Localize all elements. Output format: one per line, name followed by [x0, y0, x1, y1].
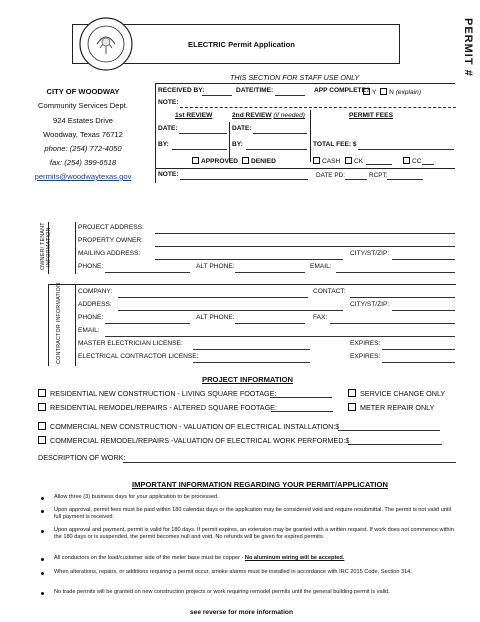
contractor-city-label: CITY/ST/ZIP: [350, 301, 390, 308]
staff-section-title: THIS SECTION FOR STAFF USE ONLY [230, 73, 360, 82]
contractor-side-label: CONTRACTOR INFORMATION [56, 282, 62, 364]
denied-checkbox[interactable] [242, 157, 249, 164]
city-dept: Community Services Dept. [38, 101, 128, 110]
res-new-field[interactable] [270, 397, 332, 398]
project-address-field[interactable] [155, 233, 455, 234]
bullet-4-emphasis: No aluminum wiring will be accepted. [244, 555, 345, 561]
owner-phone-field[interactable] [105, 272, 190, 273]
important-bullet-4 [54, 555, 454, 562]
company-label: COMPANY: [78, 288, 113, 295]
contractor-address-field[interactable] [118, 310, 343, 311]
important-bullet-5: When alterations, repairs, or additions requiring a permit occur, smoke alarms must be installed in accordance with IRC 2015 Code, Section 314. [54, 569, 412, 575]
contractor-fax-field[interactable] [330, 323, 455, 324]
app-complete-label: APP COMPLETE? [314, 87, 370, 94]
total-fee-label: TOTAL FEE: $ [313, 141, 357, 148]
form-title: ELECTRIC Permit Application [188, 40, 295, 49]
owner-alt-phone-field[interactable] [235, 272, 305, 273]
date-time-label: DATE/TIME: [236, 87, 274, 94]
city-fax: fax: (254) 399-6518 [49, 158, 117, 167]
seal-icon [78, 16, 134, 72]
city-phone: phone: (254) 772-4050 [44, 144, 122, 153]
staff-note-label: NOTE: [158, 99, 179, 106]
description-field[interactable] [123, 462, 456, 463]
contractor-phone-field[interactable] [105, 323, 190, 324]
important-bullet-6: No trade permits will be granted on new construction projects or work requiring remodel permits until the general building permit is valid. [54, 589, 390, 595]
owner-email-field[interactable] [336, 272, 455, 273]
payment-ck-option: CK [345, 157, 363, 166]
res-remodel-checkbox[interactable] [38, 403, 46, 411]
res-new-checkbox[interactable] [38, 389, 46, 397]
staff-note2-label: NOTE: [158, 171, 179, 178]
service-change-checkbox[interactable] [348, 389, 356, 397]
owner-city-field[interactable] [392, 259, 455, 260]
bullet-4-text: All conductors on the load/customer side of the meter base must be copper - [54, 555, 245, 561]
city-seal [78, 16, 134, 72]
expires1-field[interactable] [382, 349, 455, 350]
city-state: Woodway, Texas 76712 [43, 130, 123, 139]
electrical-license-field[interactable] [193, 362, 310, 363]
date-paid-label: DATE PD: [316, 172, 345, 179]
project-address-label: PROJECT ADDRESS: [78, 224, 144, 231]
review1-date-label: DATE: [158, 125, 178, 132]
cc-checkbox[interactable] [403, 157, 410, 164]
app-complete-y-checkbox[interactable] [363, 88, 370, 95]
res-new-option: RESIDENTIAL NEW CONSTRUCTION - LIVING SQUARE FOOTAGE: [38, 389, 276, 397]
review1-by-label: BY: [158, 141, 169, 148]
master-license-label: MASTER ELECTRICIAN LICENSE: [78, 340, 183, 347]
payment-cc-option: CC [403, 157, 422, 166]
com-new-checkbox[interactable] [38, 422, 46, 430]
contractor-fax-label: FAX: [313, 314, 328, 321]
contractor-email-label: EMAIL: [78, 327, 100, 334]
company-field[interactable] [118, 297, 308, 298]
com-remodel-checkbox[interactable] [38, 436, 46, 444]
contact-field[interactable] [350, 297, 455, 298]
review2-date-label: DATE: [232, 125, 252, 132]
master-license-field[interactable] [193, 349, 310, 350]
com-new-field[interactable] [338, 430, 440, 431]
description-label: DESCRIPTION OF WORK: [38, 453, 126, 462]
owner-city-label: CITY/ST/ZIP: [350, 250, 390, 257]
permit-fees-heading: PERMIT FEES [349, 112, 393, 119]
owner-email-label: EMAIL: [310, 263, 332, 270]
owner-side-label-1: OWNER/ TENANT [40, 222, 46, 270]
denied-option: DENIED [242, 157, 276, 166]
com-remodel-field[interactable] [348, 444, 442, 445]
opt-y-label: Y [372, 89, 377, 96]
approved-checkbox[interactable] [192, 157, 199, 164]
important-bullet-1: Allow three (3) business days for your application to be processed. [54, 494, 219, 500]
res-remodel-option: RESIDENTIAL REMODEL/REPAIRS - ALTERED SQUARE FOOTAGE: [38, 403, 277, 411]
app-complete-options [363, 88, 421, 97]
contractor-alt-phone-label: ALT PHONE: [196, 314, 235, 321]
receipt-label: RCPT: [369, 172, 388, 179]
property-owner-field[interactable] [155, 246, 455, 247]
cash-checkbox[interactable] [313, 157, 320, 164]
opt-n-label: N [389, 89, 394, 96]
property-owner-label: PROPERTY OWNER: [78, 237, 143, 244]
permit-number-label: PERMIT # [462, 18, 474, 77]
owner-alt-phone-label: ALT PHONE: [196, 263, 235, 270]
res-remodel-field[interactable] [271, 411, 333, 412]
meter-repair-option: METER REPAIR ONLY [348, 403, 434, 411]
second-review-heading: 2nd REVIEW (if needed) [232, 112, 305, 119]
important-title: IMPORTANT INFORMATION REGARDING YOUR PERMIT/APPLICATION [132, 480, 388, 489]
com-remodel-option: COMMERCIAL REMODEL/REPAIRS -VALUATION OF ELECTRICAL WORK PERFORMED:$ [38, 436, 349, 444]
see-reverse-note: see reverse for more information [190, 609, 293, 616]
contractor-city-field[interactable] [392, 310, 455, 311]
contractor-alt-phone-field[interactable] [235, 323, 305, 324]
contractor-address-label: ADDRESS: [78, 301, 112, 308]
owner-side-label-2: INFORMATION [46, 227, 52, 267]
city-email-link[interactable]: permits@woodwaytexas.gov [34, 172, 132, 181]
com-new-option: COMMERCIAL NEW CONSTRUCTION - VALUATION OF ELECTRICAL INSTALLATION:$ [38, 422, 339, 430]
contractor-phone-label: PHONE: [78, 314, 104, 321]
city-street: 924 Estates Drive [53, 116, 113, 125]
important-bullet-3: Upon approval and payment, permit is valid for 180 days. If permit expires, an extension may be granted with a written request. If work does not commence within the 180 days or is suspended, the permit becomes null and void. No refunds will be given for expired permits. [54, 527, 454, 540]
approved-option: APPROVED [192, 157, 238, 166]
review2-by-label: BY: [232, 141, 243, 148]
electrical-license-label: ELECTRICAL CONTRACTOR LICENSE: [78, 353, 199, 360]
contractor-email-field[interactable] [105, 336, 455, 337]
app-complete-n-checkbox[interactable] [380, 88, 387, 95]
project-info-title: PROJECT INFORMATION [202, 375, 293, 384]
expires2-label: EXPIRES: [350, 353, 381, 360]
mailing-address-field[interactable] [155, 259, 343, 260]
service-change-option: SERVICE CHANGE ONLY [348, 389, 445, 397]
explain-label: (explain) [395, 89, 422, 96]
important-bullet-2: Upon approval, permit fees must be paid within 180 calendar days or the application may be considered void and require resubmittal. The permit is not valid until full payment is received. [54, 507, 451, 520]
contact-label: CONTACT: [313, 288, 346, 295]
city-name: CITY OF WOODWAY [46, 87, 120, 96]
mailing-address-label: MAILING ADDRESS: [78, 250, 141, 257]
expires1-label: EXPIRES: [350, 340, 381, 347]
received-by-label: RECEIVED BY: [158, 87, 205, 94]
first-review-heading: 1st REVIEW [175, 112, 213, 119]
ck-checkbox[interactable] [345, 157, 352, 164]
expires2-field[interactable] [382, 362, 455, 363]
meter-repair-checkbox[interactable] [348, 403, 356, 411]
payment-cash-option: CASH [313, 157, 340, 166]
owner-phone-label: PHONE: [78, 263, 104, 270]
